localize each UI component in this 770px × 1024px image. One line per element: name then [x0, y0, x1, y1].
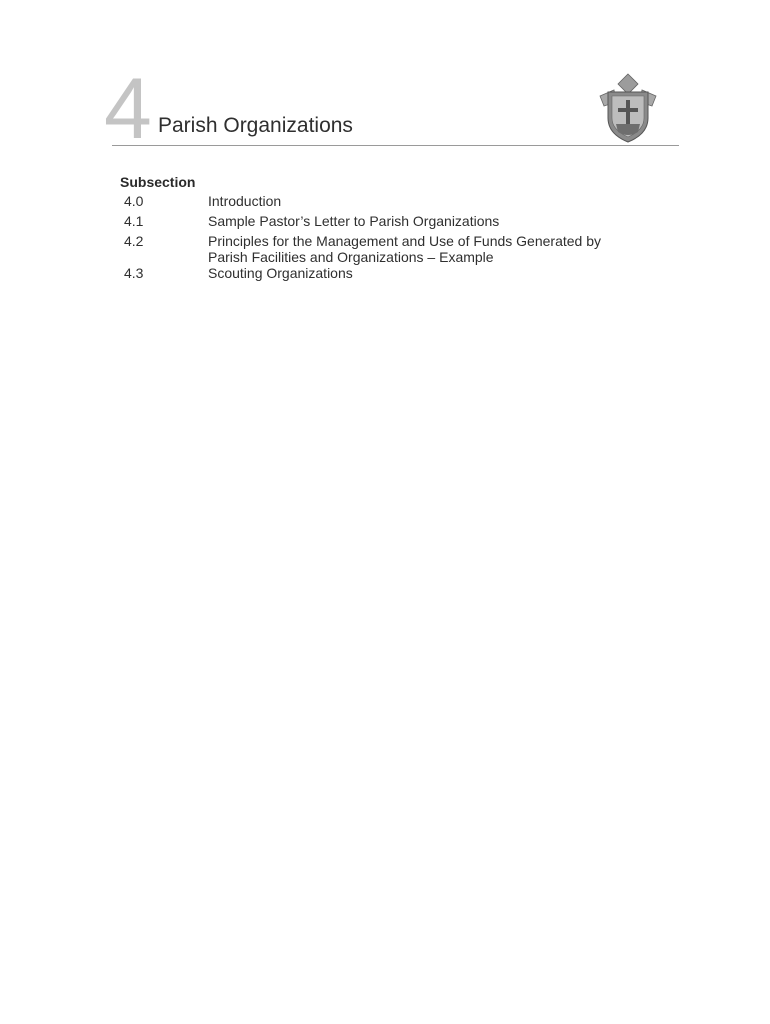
subsection-heading: Subsection — [120, 174, 196, 190]
toc-item-number: 4.1 — [124, 213, 144, 229]
toc-item — [120, 213, 660, 229]
toc-item — [120, 193, 660, 209]
diocese-crest-icon — [594, 72, 662, 144]
toc-item-title: Introduction — [208, 193, 282, 209]
toc-item-number: 4.2 — [124, 233, 144, 249]
toc-item-title: Principles for the Management and Use of Funds Generated by Parish Facilities and Organizations – Example — [208, 233, 601, 265]
header-divider — [112, 145, 679, 146]
toc-item — [120, 233, 660, 265]
toc-item-number: 4.3 — [124, 265, 144, 281]
chapter-number: 4 — [104, 61, 150, 157]
toc-item-title: Sample Pastor’s Letter to Parish Organizations — [208, 213, 500, 229]
toc-item — [120, 265, 660, 281]
toc-items — [120, 193, 660, 281]
subsection-list — [120, 174, 660, 281]
toc-item-number: 4.0 — [124, 193, 144, 209]
toc-item-title: Scouting Organizations — [208, 265, 353, 281]
chapter-title: Parish Organizations — [158, 114, 353, 137]
